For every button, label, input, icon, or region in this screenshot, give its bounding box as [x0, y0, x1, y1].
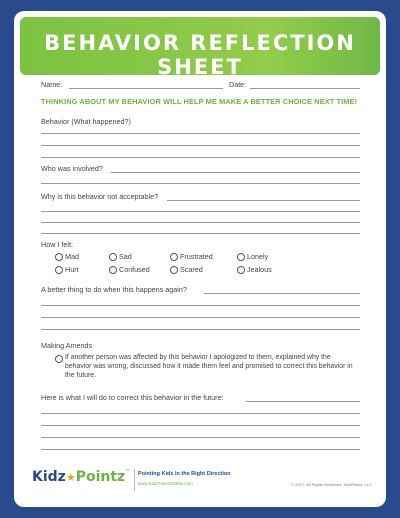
option-frustrated-label: Frustrated [180, 252, 213, 261]
answer-line[interactable] [41, 133, 360, 134]
radio-scared[interactable] [170, 266, 178, 274]
answer-line[interactable] [41, 449, 360, 450]
logo-text-pointz: Pointz [75, 469, 126, 485]
footer-url[interactable]: www.KidzPointzOnline.com [138, 481, 193, 486]
answer-line[interactable] [41, 329, 360, 330]
amends-statement: If another person was affected by this behavior I apologized to them, explained why the behavior was wrong, discussed how it made them feel and promised to correct this behavior in the future. [65, 354, 353, 379]
footer-divider [134, 469, 135, 491]
answer-line[interactable] [41, 317, 360, 318]
answer-line[interactable] [41, 183, 360, 184]
question-better-thing: A better thing to do when this happens again? [41, 285, 187, 294]
worksheet-page [14, 11, 386, 507]
answer-line[interactable] [246, 401, 360, 402]
answer-line[interactable] [41, 305, 360, 306]
answer-line[interactable] [204, 293, 360, 294]
option-confused-label: Confused [119, 265, 150, 274]
tagline: THINKING ABOUT MY BEHAVIOR WILL HELP ME MAKE A BETTER CHOICE NEXT TIME! [41, 97, 358, 106]
making-amends-heading: Making Amends [41, 341, 93, 350]
answer-line[interactable] [41, 437, 360, 438]
answer-line[interactable] [41, 211, 360, 212]
radio-jealous[interactable] [237, 266, 245, 274]
question-behavior: Behavior (What happened?) [41, 117, 131, 126]
option-mad-label: Mad [65, 252, 79, 261]
answer-line[interactable] [111, 172, 360, 173]
trademark-symbol: ™ [125, 469, 131, 475]
radio-amends[interactable] [55, 355, 63, 363]
name-field[interactable] [69, 88, 223, 89]
date-label: Date: [229, 80, 247, 89]
sheet-title: BEHAVIOR REFLECTION SHEET [44, 31, 356, 79]
answer-line[interactable] [41, 425, 360, 426]
footer-tagline: Pointing Kids in the Right Direction [138, 471, 231, 477]
question-not-acceptable: Why is this behavior not acceptable? [41, 192, 159, 201]
radio-sad[interactable] [109, 253, 117, 261]
option-hurt-label: Hurt [65, 265, 79, 274]
radio-frustrated[interactable] [170, 253, 178, 261]
option-lonely-label: Lonely [247, 252, 269, 261]
answer-line[interactable] [41, 157, 360, 158]
question-how-i-felt: How I felt: [41, 240, 73, 249]
answer-line[interactable] [41, 413, 360, 414]
answer-line[interactable] [41, 145, 360, 146]
title-banner [20, 17, 380, 79]
answer-line[interactable] [167, 200, 360, 201]
logo-text-kidz: Kidz [32, 469, 66, 485]
answer-line[interactable] [41, 233, 360, 234]
option-scared-label: Scared [180, 265, 203, 274]
answer-line[interactable] [41, 222, 360, 223]
date-field[interactable] [250, 88, 360, 89]
radio-lonely[interactable] [237, 253, 245, 261]
question-correct-behavior: Here is what I will do to correct this behavior in the future: [41, 393, 224, 402]
star-icon: ★ [65, 471, 76, 484]
radio-confused[interactable] [109, 266, 117, 274]
question-involved: Who was involved? [41, 164, 103, 173]
radio-hurt[interactable] [55, 266, 63, 274]
option-sad-label: Sad [119, 252, 132, 261]
radio-mad[interactable] [55, 253, 63, 261]
option-jealous-label: Jealous [247, 265, 272, 274]
name-label: Name: [41, 80, 63, 89]
kidzpointz-logo [32, 469, 130, 485]
footer-copyright: © 2017, All Rights Reserved, KidzPointz, LLC [291, 482, 372, 487]
